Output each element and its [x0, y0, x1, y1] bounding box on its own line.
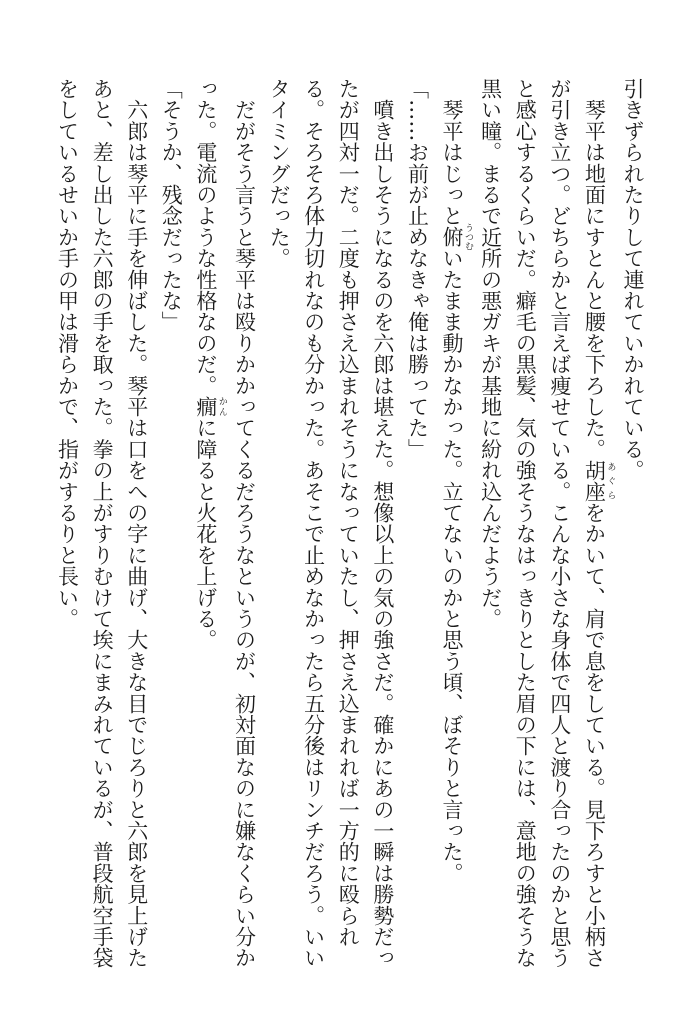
- text-line: タイミングだった。: [267, 78, 292, 269]
- text-line: 「……お前が止めなきゃ俺は勝ってた」: [405, 78, 430, 460]
- furigana-reading: かん: [216, 396, 227, 418]
- text-line: 「そうか、残念だったな」: [159, 78, 184, 333]
- text-line: 噴き出しそうになるのを六郎は堪えた。想像以上の気の強さだ。確かにあの一瞬は勝勢だっ: [370, 78, 395, 969]
- text-line: 黒い瞳。まるで近所の悪ガキが基地に紛れ込んだようだ。: [478, 78, 503, 630]
- text-line: 琴平は地面にすとんと腰を下ろした。胡座 あぐらをかいて、肩で息をしている。見下ろすと小柄さ: [582, 78, 616, 969]
- text-line: る。そろそろ体力切れなのも分かった。あそこで止めなかったら五分後はリンチだろう。いい: [301, 78, 326, 969]
- text-line: と感心するくらいだ。癖毛の黒髪、気の強そうなはっきりとした眉の下には、意地の強そうな: [513, 78, 538, 969]
- vertical-text-body: [50, 78, 650, 969]
- furigana-reading: うつむ: [463, 223, 474, 251]
- furigana-reading: あぐら: [605, 459, 616, 502]
- text-line: 六郎は琴平に手を伸ばした。琴平は口をへの字に曲げ、大きな目でじろりと六郎を見上げた: [124, 78, 149, 969]
- furigana-utsumu: 俯 うつむ: [440, 223, 474, 251]
- text-line: が引き立つ。どちらかと言えば痩せている。こんな小さな身体で四人と渡り合ったのかと思う: [547, 78, 572, 969]
- text-line: だがそう言うと琴平は殴りかかってくるだろうなというのが、初対面なのに嫌なくらい分か: [232, 78, 257, 969]
- furigana-kan: 癇 かん: [193, 396, 227, 418]
- text-line: った。電流のような性格なのだ。癇 かんに障ると火花を上げる。: [193, 78, 227, 651]
- text-line: 引きずられたりして連れていかれている。: [621, 78, 645, 481]
- text-line: をしているせいか手の甲は滑らかで、指がするりと長い。: [55, 78, 80, 630]
- text-line: たが四対一だ。二度も押さえ込まれそうになっていたし、押さえ込まれれば一方的に殴られ: [336, 78, 361, 948]
- furigana-agura: 胡座 あぐら: [582, 459, 616, 503]
- text-line: あと、差し出した六郎の手を取った。拳の上がすりむけて埃にまみれているが、普段航空手袋: [90, 78, 115, 969]
- text-line: 琴平はじっと俯 うつむいたまま動かなかった。立てないのかと思う頃、ぼそりと言った。: [440, 78, 474, 884]
